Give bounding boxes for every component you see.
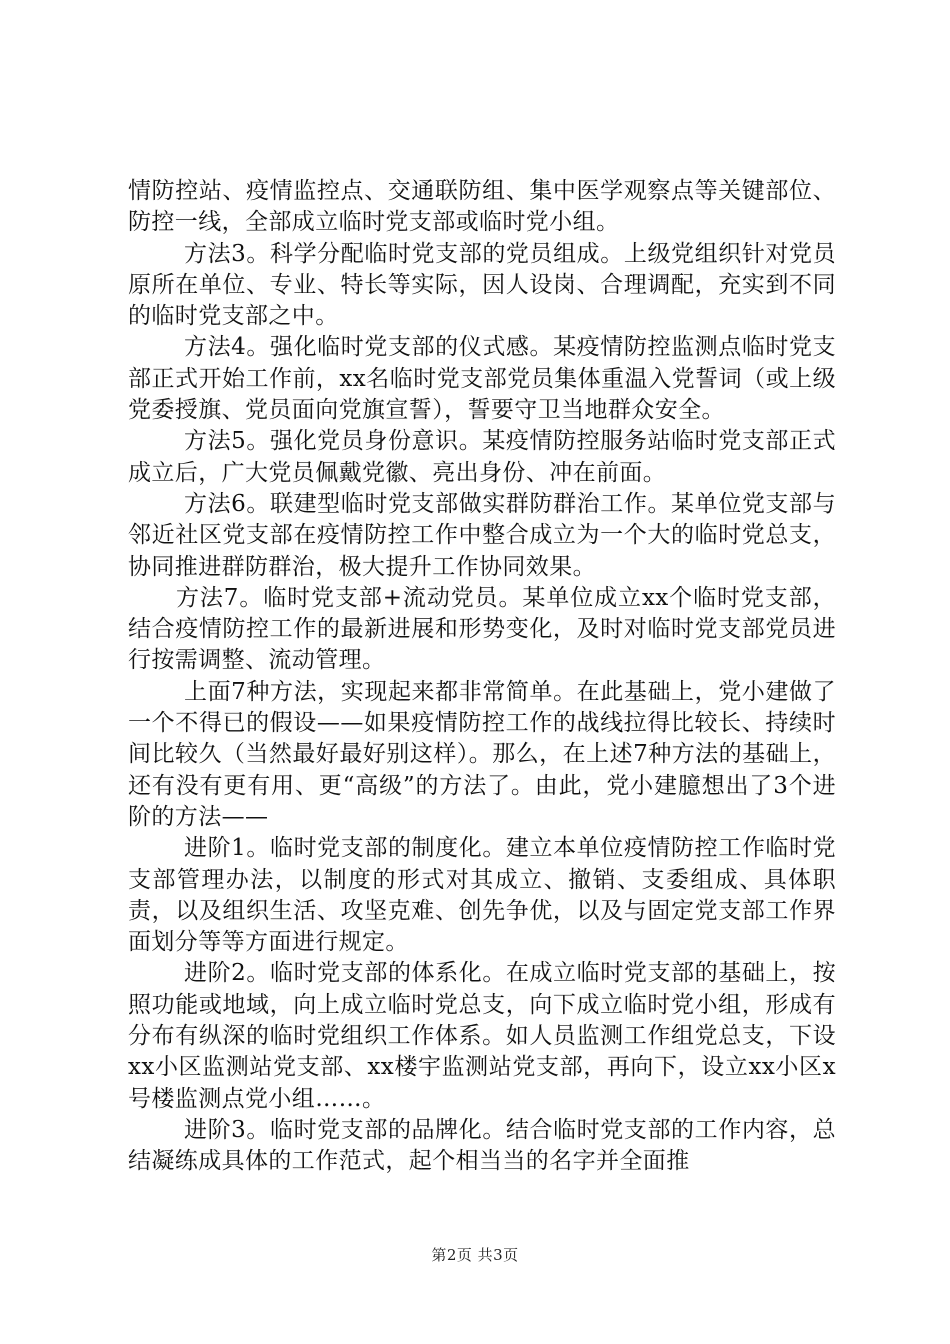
paragraph-advanced-2: 进阶2。临时党支部的体系化。在成立临时党支部的基础上，按照功能或地域，向上成立临时党总支，向下成立临时党小组，形成有分布有纵深的临时党组织工作体系。如人员监测工作组党总支，下设xx小区监测站党支部、xx楼宇监测站党支部，再向下，设立xx小区x号楼监测点党小组……。 bbox=[128, 960, 836, 1112]
paragraph-continuation: 情防控站、疫情监控点、交通联防组、集中医学观察点等关键部位、防控一线，全部成立临时党支部或临时党小组。 bbox=[128, 178, 836, 236]
document-body bbox=[128, 176, 836, 1178]
paragraph-method-6: 方法6。联建型临时党支部做实群防群治工作。某单位党支部与邻近社区党支部在疫情防控工作中整合成立为一个大的临时党总支，协同推进群防群治，极大提升工作协同效果。 bbox=[128, 490, 836, 580]
page-footer: 第2页 共3页 bbox=[431, 1246, 519, 1264]
paragraph-method-7: 方法7。临时党支部+流动党员。某单位成立xx个临时党支部，结合疫情防控工作的最新进展和形势变化，及时对临时党支部党员进行按需调整、流动管理。 bbox=[128, 584, 836, 674]
paragraph-method-3: 方法3。科学分配临时党支部的党员组成。上级党组织针对党员原所在单位、专业、特长等实际，因人设岗、合理调配，充实到不同的临时党支部之中。 bbox=[128, 240, 836, 330]
paragraph-advanced-3: 进阶3。临时党支部的品牌化。结合临时党支部的工作内容，总结凝练成具体的工作范式，起个相当当的名字并全面推 bbox=[128, 1116, 836, 1175]
paragraph-advanced-1: 进阶1。临时党支部的制度化。建立本单位疫情防控工作临时党支部管理办法，以制度的形式对其成立、撤销、支委组成、具体职责，以及组织生活、攻坚克难、创先争优，以及与固定党支部工作界面划分等等方面进行规定。 bbox=[128, 835, 836, 956]
paragraph-method-5: 方法5。强化党员身份意识。某疫情防控服务站临时党支部正式成立后，广大党员佩戴党徽、亮出身份、冲在前面。 bbox=[128, 428, 836, 486]
paragraph-method-4: 方法4。强化临时党支部的仪式感。某疫情防控监测点临时党支部正式开始工作前，xx名临时党支部党员集体重温入党誓词（或上级党委授旗、党员面向党旗宣誓），誓要守卫当地群众安全。 bbox=[128, 334, 836, 424]
paragraph-summary: 上面7种方法，实现起来都非常简单。在此基础上，党小建做了一个不得已的假设——如果疫情防控工作的战线拉得比较长、持续时间比较久（当然最好最好别这样）。那么，在上述7种方法的基础上，还有没有更有用、更“高级”的方法了。由此，党小建臆想出了3个进阶的方法—— bbox=[128, 678, 836, 830]
